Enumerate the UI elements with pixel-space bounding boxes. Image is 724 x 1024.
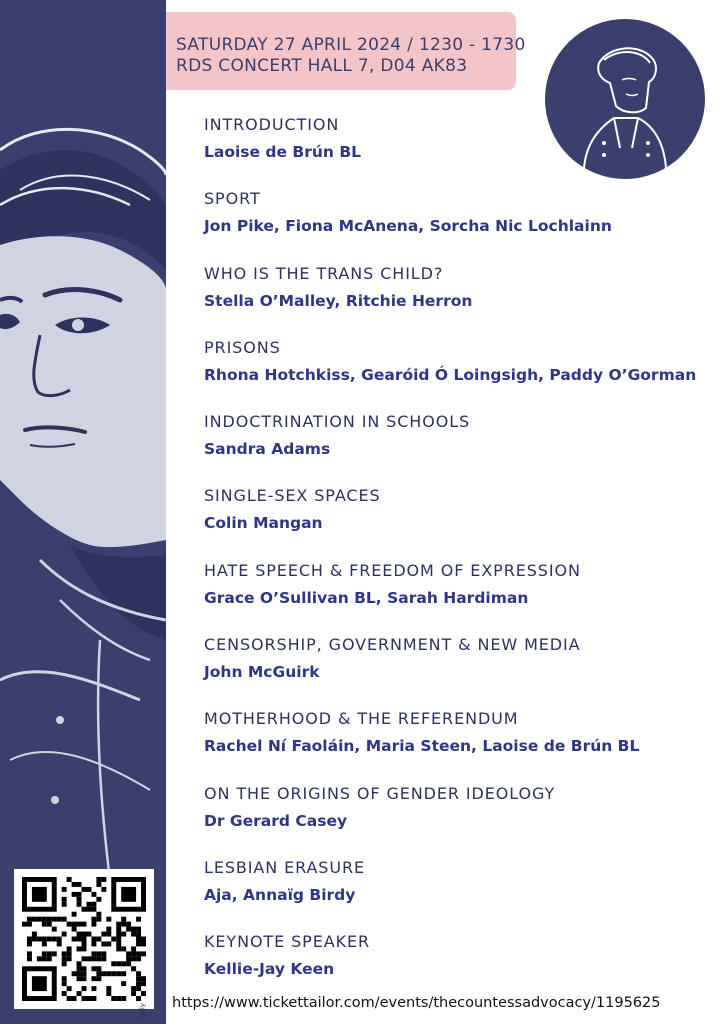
session-title: LESBIAN ERASURE (204, 857, 365, 877)
session-title: HATE SPEECH & FREEDOM OF EXPRESSION (204, 560, 581, 580)
session-title: ON THE ORIGINS OF GENDER IDEOLOGY (204, 783, 556, 803)
agenda-session (204, 556, 704, 630)
agenda-list (204, 110, 704, 1002)
session-speakers: Jon Pike, Fiona McAnena, Sorcha Nic Lochlainn (204, 217, 612, 236)
qr-brand-label: billy (138, 1003, 146, 1018)
session-title: PRISONS (204, 337, 281, 357)
session-speakers: Grace O’Sullivan BL, Sarah Hardiman (204, 588, 529, 607)
session-title: WHO IS THE TRANS CHILD? (204, 263, 444, 283)
session-title: CENSORSHIP, GOVERNMENT & NEW MEDIA (204, 635, 581, 655)
agenda-session (204, 184, 704, 258)
agenda-session (204, 481, 704, 555)
session-title: KEYNOTE SPEAKER (204, 932, 370, 952)
event-details-banner (166, 12, 526, 90)
session-speakers: Kellie-Jay Keen (204, 960, 335, 979)
agenda-session (204, 853, 704, 927)
event-date-time: SATURDAY 27 APRIL 2024 / 1230 - 1730 (176, 35, 526, 55)
session-speakers: Dr Gerard Casey (204, 811, 348, 830)
session-speakers: Sandra Adams (204, 440, 331, 459)
ticket-url-link[interactable]: https://www.tickettailor.com/events/thecountessadvocacy/1195625 (172, 995, 661, 1011)
session-speakers: Colin Mangan (204, 514, 323, 533)
agenda-session (204, 259, 704, 333)
ticket-qr-code[interactable] (14, 869, 154, 1018)
agenda-session (204, 927, 704, 1001)
agenda-session (204, 407, 704, 481)
session-title: SINGLE-SEX SPACES (204, 486, 381, 506)
session-speakers: Stella O’Malley, Ritchie Herron (204, 291, 473, 310)
session-speakers: Rhona Hotchkiss, Gearóid Ó Loingsigh, Paddy O’Gorman (204, 365, 697, 384)
session-speakers: Laoise de Brún BL (204, 143, 362, 161)
agenda-session (204, 630, 704, 704)
agenda-session (204, 779, 704, 853)
session-speakers: John McGuirk (204, 663, 320, 682)
agenda-session (204, 110, 704, 184)
session-title: INDOCTRINATION IN SCHOOLS (204, 412, 471, 432)
event-venue: RDS CONCERT HALL 7, D04 AK83 (176, 56, 468, 76)
session-title: SPORT (204, 189, 261, 209)
session-title: MOTHERHOOD & THE REFERENDUM (204, 709, 519, 729)
agenda-session (204, 333, 704, 407)
agenda-session (204, 704, 704, 778)
session-speakers: Rachel Ní Faoláin, Maria Steen, Laoise de Brún BL (204, 737, 640, 756)
session-speakers: Aja, Annaïg Birdy (204, 885, 356, 904)
session-title: INTRODUCTION (204, 115, 340, 134)
qr-code-graphic (22, 877, 146, 1001)
